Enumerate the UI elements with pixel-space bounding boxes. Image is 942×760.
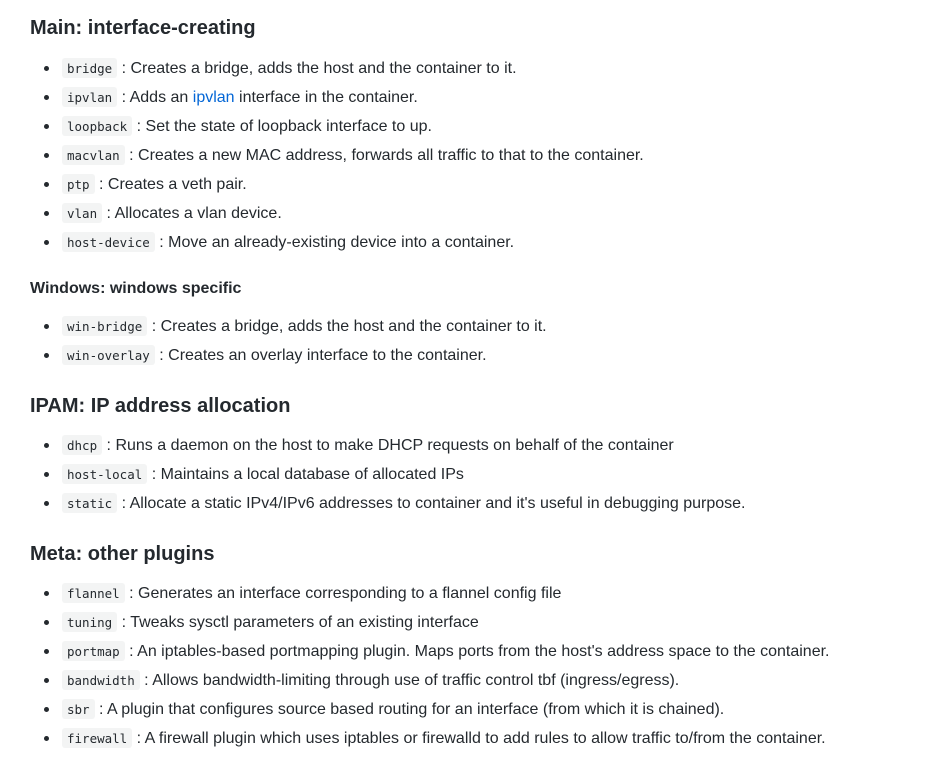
list-item (0, 641, 829, 670)
list-item (0, 203, 644, 232)
bullet (44, 678, 49, 683)
list-item (0, 612, 829, 641)
code-vlan: vlan (62, 203, 102, 223)
item-description-post: interface in the container. (234, 89, 418, 106)
list-main (0, 58, 644, 261)
code-ipvlan: ipvlan (62, 87, 117, 107)
bullet (44, 443, 49, 448)
item-description: : Creates a bridge, adds the host and the container to it. (147, 318, 547, 335)
bullet (44, 649, 49, 654)
item-description: : Move an already-existing device into a container. (154, 234, 515, 251)
item-description: : Creates a veth pair. (94, 176, 247, 193)
ipvlan-link[interactable]: ipvlan (192, 89, 235, 106)
code-bridge: bridge (62, 58, 117, 78)
bullet (44, 472, 49, 477)
list-ipam (0, 435, 745, 522)
bullet (44, 66, 49, 71)
item-description: : An iptables-based portmapping plugin. Maps ports from the host's address space to the container. (124, 643, 830, 660)
bullet (44, 353, 49, 358)
list-item (0, 116, 644, 145)
bullet (44, 153, 49, 158)
item-description: : A firewall plugin which uses iptables or firewalld to add rules to allow traffic to/from the container. (132, 730, 826, 747)
bullet (44, 501, 49, 506)
bullet (44, 124, 49, 129)
list-item (0, 728, 829, 757)
bullet (44, 211, 49, 216)
list-item (0, 699, 829, 728)
list-item (0, 316, 547, 345)
code-host-local: host-local (62, 464, 147, 484)
item-description: : Maintains a local database of allocated IPs (147, 466, 464, 483)
bullet (44, 324, 49, 329)
list-item (0, 87, 644, 116)
item-description: : A plugin that configures source based routing for an interface (from which it is chained). (94, 701, 725, 718)
code-static: static (62, 493, 117, 513)
code-dhcp: dhcp (62, 435, 102, 455)
code-flannel: flannel (62, 583, 125, 603)
list-item (0, 145, 644, 174)
list-windows (0, 316, 547, 374)
item-description: : Creates a bridge, adds the host and the container to it. (117, 60, 517, 77)
item-description: : Allocates a vlan device. (102, 205, 282, 222)
code-portmap: portmap (62, 641, 125, 661)
item-description-pre: : Adds an (117, 89, 193, 106)
list-item (0, 174, 644, 203)
list-item (0, 670, 829, 699)
list-item (0, 232, 644, 261)
item-description: : Allocate a static IPv4/IPv6 addresses to container and it's useful in debugging purpose. (117, 495, 746, 512)
list-item (0, 493, 745, 522)
code-loopback: loopback (62, 116, 132, 136)
bullet (44, 95, 49, 100)
item-description: : Runs a daemon on the host to make DHCP requests on behalf of the container (102, 437, 674, 454)
bullet (44, 707, 49, 712)
item-description: : Allows bandwidth-limiting through use of traffic control tbf (ingress/egress). (139, 672, 680, 689)
heading-meta: Meta: other plugins (30, 543, 215, 565)
list-item (0, 58, 644, 87)
bullet (44, 620, 49, 625)
bullet (44, 182, 49, 187)
code-bandwidth: bandwidth (62, 670, 140, 690)
item-description: : Creates an overlay interface to the container. (154, 347, 487, 364)
code-host-device: host-device (62, 232, 155, 252)
code-win-overlay: win-overlay (62, 345, 155, 365)
code-sbr: sbr (62, 699, 95, 719)
list-item (0, 464, 745, 493)
code-macvlan: macvlan (62, 145, 125, 165)
bullet (44, 591, 49, 596)
list-meta (0, 583, 829, 757)
code-ptp: ptp (62, 174, 95, 194)
code-tuning: tuning (62, 612, 117, 632)
item-description: : Tweaks sysctl parameters of an existing interface (117, 614, 479, 631)
bullet (44, 736, 49, 741)
heading-ipam: IPAM: IP address allocation (30, 395, 291, 417)
list-item (0, 435, 745, 464)
heading-main: Main: interface-creating (30, 17, 256, 39)
item-description: : Generates an interface corresponding to a flannel config file (124, 585, 562, 602)
item-description: : Set the state of loopback interface to up. (132, 118, 432, 135)
code-win-bridge: win-bridge (62, 316, 147, 336)
list-item (0, 583, 829, 612)
code-firewall: firewall (62, 728, 132, 748)
item-description: : Creates a new MAC address, forwards all traffic to that to the container. (124, 147, 644, 164)
heading-windows: Windows: windows specific (30, 280, 242, 297)
bullet (44, 240, 49, 245)
list-item (0, 345, 547, 374)
